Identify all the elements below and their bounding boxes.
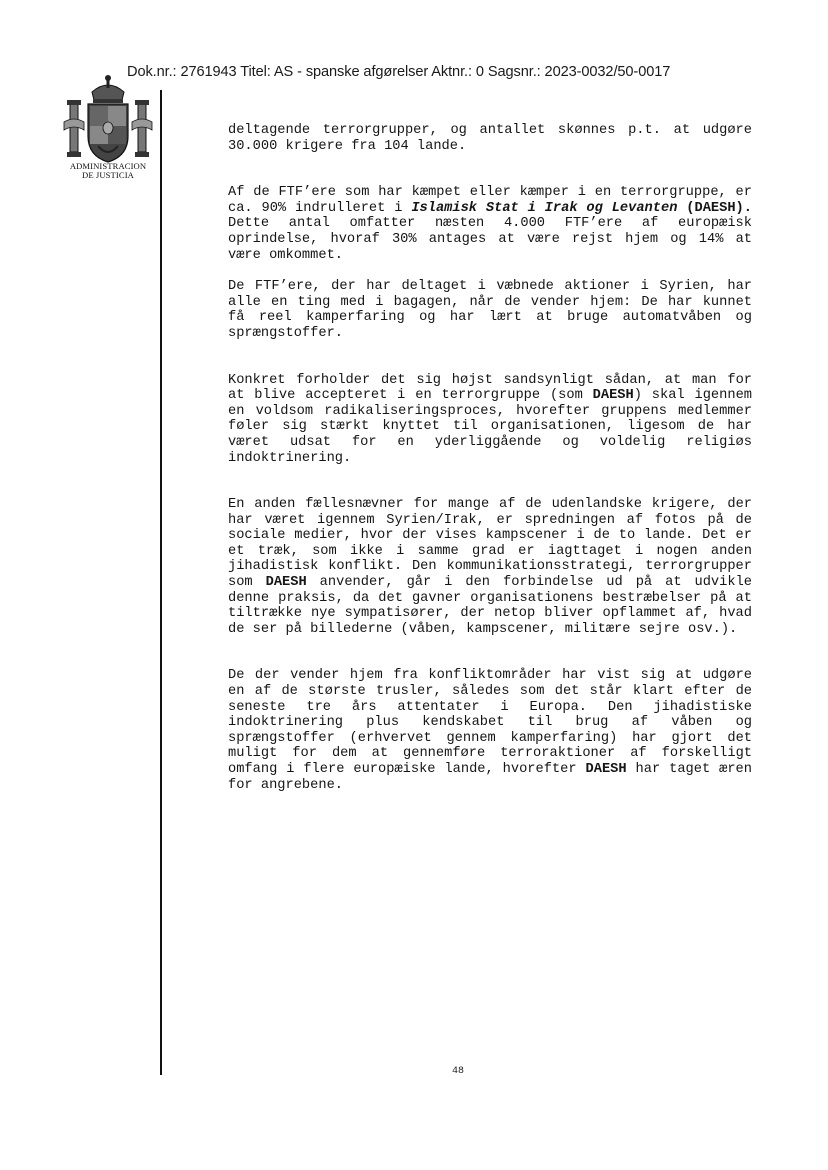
paragraph-2-daesh: (DAESH). bbox=[677, 200, 752, 216]
margin-rule bbox=[160, 90, 162, 1075]
paragraph-2-emphasis: Islamisk Stat i Irak og Levanten bbox=[411, 200, 678, 216]
document-body bbox=[228, 123, 752, 793]
paragraph-2-text-a: Af de FTF’ere som har kæmpet eller kæmper i en terrorgruppe, er ca. 90% indrulleret i bbox=[228, 185, 752, 216]
crest-caption bbox=[52, 162, 164, 180]
paragraph-3: De FTF’ere, der har deltaget i væbnede aktioner i Syrien, har alle en ting med i bagagen, når de vender hjem: De har kunnet få reel kamperfaring og har lært at bruge automatvåben og sprængstoffer. bbox=[228, 279, 752, 341]
paragraph-5-text-a: En anden fællesnævner for mange af de udenlandske krigere, der har været igennem Syrien/Irak, er spredningen af fotos på de sociale medier, hvor der vises kampscener i de to lande. Det er et træk, som ikke i samme grad er iagttaget i nogen anden jihadistisk konflikt. Den kommunikationsstrategi, terrorgrupper som bbox=[228, 497, 752, 591]
paragraph-4-text-a: Konkret forholder det sig højst sandsynligt sådan, at man for at blive accepteret i en terrorgruppe (som bbox=[228, 372, 752, 404]
coat-of-arms-icon bbox=[62, 70, 154, 170]
document-header: Dok.nr.: 2761943 Titel: AS - spanske afgørelser Aktnr.: 0 Sagsnr.: 2023-0032/50-0017 bbox=[127, 64, 671, 80]
crest-caption-line2: DE JUSTICIA bbox=[82, 170, 134, 180]
paragraph-1: deltagende terrorgrupper, og antallet skønnes p.t. at udgøre 30.000 krigere fra 104 lande. bbox=[228, 123, 752, 154]
paragraph-4-text-c: ) skal igennem en voldsom radikaliseringsproces, hvorefter gruppens medlemmer føler sig stærkt knyttet til organisationen, ligesom de har været udsat for en yderliggående og voldelig religiøs indoktrinering. bbox=[228, 388, 752, 466]
paragraph-4 bbox=[228, 373, 752, 467]
paragraph-5 bbox=[228, 497, 752, 637]
paragraph-2 bbox=[228, 185, 752, 263]
paragraph-6-text-c: har taget æren for angrebene. bbox=[228, 762, 752, 793]
paragraph-5-text-c: anvender, går i den forbindelse ud på at udvikle denne praksis, da det gavner organisationens bestræbelser på at tiltrække nye sympatisører, der netop bliver opflammet af, hvad de ser på billederne (våben, kampscener, militære sejre osv.). bbox=[228, 575, 753, 637]
paragraph-4-daesh: DAESH bbox=[592, 388, 634, 404]
paragraph-6-text-a: De der vender hjem fra konfliktområder har vist sig at udgøre en af de største trusler, således som det står klart efter de seneste tre års attentater i Europa. Den jihadistiske indoktrinering plus kendskabet til brug af våben og sprængstoffer (erhvervet gennem kamperfaring) har gjort det muligt for dem at gennemføre terroraktioner af forskelligt omfang i flere europæiske lande, hvorefter bbox=[228, 668, 752, 777]
page-number: 48 bbox=[452, 1066, 465, 1077]
paragraph-6 bbox=[228, 668, 752, 793]
crest-caption-line1: ADMINISTRACION bbox=[69, 161, 147, 171]
paragraph-2-text-d: Dette antal omfatter næsten 4.000 FTF’ere af europæisk oprindelse, hvoraf 30% antages at være rejst hjem og 14% at være omkommet. bbox=[228, 216, 752, 263]
paragraph-6-daesh: DAESH bbox=[585, 762, 627, 777]
paragraph-5-daesh: DAESH bbox=[265, 575, 307, 591]
